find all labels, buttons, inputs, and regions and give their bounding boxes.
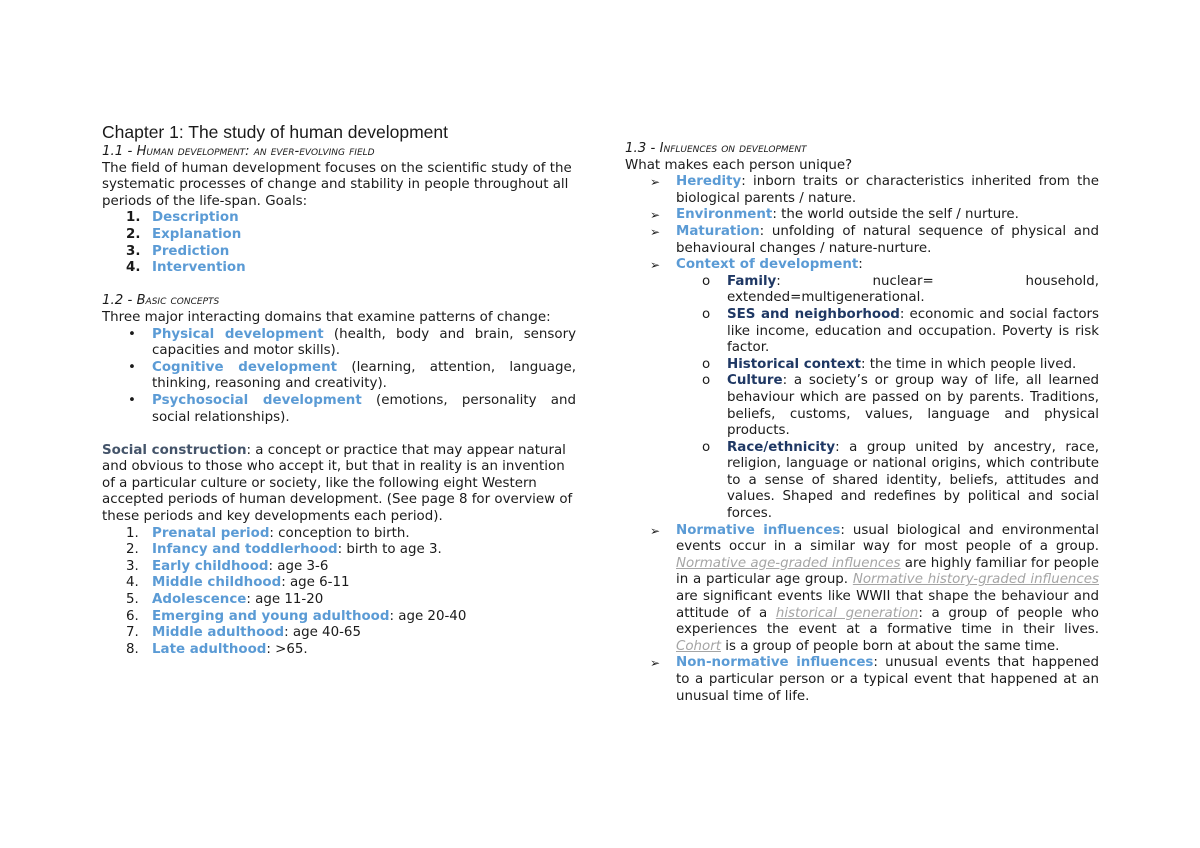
list-item: 1. Prenatal period: conception to birth. [126,525,410,541]
list-item: 4. Middle childhood: age 6-11 [126,575,350,591]
section-heading-1-3: 1.3 - Influences on development [625,141,807,156]
section-heading-1-1: 1.1 - Human development: an ever-evolving field [102,144,375,159]
list-item: 2. Explanation [126,226,242,242]
list-item: 1. Description [126,210,239,226]
arrow-bullet-icon: ➢ [650,656,661,671]
arrow-bullet-icon: ➢ [650,224,661,239]
list-item: • Psychosocial development (emotions, personality and social relationships). [128,392,576,425]
list-item: o Race/ethnicity: a group united by ancestry, race, religion, language or national origins, which contribute to a sense of shared identity, beliefs, attitudes and values. Shaped and redefines by political and social forces. [702,439,1099,522]
list-item: ➢ Heredity: inborn traits or characteristics inherited from the biological parents / nature. [650,174,1099,206]
list-item: 4. Intervention [126,260,246,276]
list-item: ➢ Non-normative influences: unusual events that happened to a particular person or a typical event that happened at an unusual time of life. [650,655,1099,704]
list-item: ➢ Context of development: o Family: nuclear= household, extended=multigenerational. o SES and neighborhood: economic and social factors like income, education and occupation. Poverty is risk factor. o Historical context: the time in which people lived. o Culture: a society’s or group way of life, all learned behaviour which are passed on by parents. Traditions, beliefs, customs, values, language and physical products. o Race/ethnicity: a group united by ancestry, race, religion, language or national origins, which contribute to a sense of shared identity, beliefs, attitudes and values. Shaped and redefines by political and social forces. [650,257,1099,522]
left-column [102,121,576,658]
domains-list [102,327,576,427]
list-item: • Cognitive development (learning, attention, language, thinking, reasoning and creativity). [128,359,576,392]
list-item: 3. Prediction [126,243,230,259]
list-item: 2. Infancy and toddlerhood: birth to age 3. [126,542,442,558]
chapter-title: Chapter 1: The study of human development [102,122,449,142]
list-item: 7. Middle adulthood: age 40-65 [126,625,361,641]
context-sublist [676,274,1099,523]
list-item: o Family: nuclear= household, extended=multigenerational. [702,273,1099,306]
arrow-bullet-icon: ➢ [650,523,661,538]
arrow-bullet-icon: ➢ [650,175,661,190]
periods-list [102,526,576,659]
list-item: 3. Early childhood: age 3-6 [126,558,329,574]
list-item: 8. Late adulthood: >65. [126,641,308,657]
influences-list [625,174,1099,705]
section-1-2-text: Three major interacting domains that examine patterns of change: [102,309,551,325]
list-item: ➢ Maturation: unfolding of natural sequence of physical and behavioural changes / nature-nurture. [650,223,1099,256]
list-item: ➢ Normative influences: usual biological and environmental events occur in a similar way for most people of a group. Normative age-graded influences are highly familiar for people in a particular age group. Normative history-graded influences are significant events like WWII that shape the behaviour and attitude of a historical generation: a group of people who experiences the event at a formative time in their lives. Cohort is a group of people born at about the same time. [650,522,1099,654]
list-item: 6. Emerging and young adulthood: age 20-40 [126,608,467,624]
goals-list [102,210,576,276]
list-item: o Culture: a society’s or group way of life, all learned behaviour which are passed on by parents. Traditions, beliefs, customs, values, language and physical products. [702,373,1099,439]
list-item: o Historical context: the time in which people lived. [702,356,1077,372]
arrow-bullet-icon: ➢ [650,208,661,223]
section-heading-1-2: 1.2 - Basic concepts [102,293,220,309]
list-item: o SES and neighborhood: economic and social factors like income, education and occupation. Poverty is risk factor. [702,306,1099,356]
right-column [625,141,1099,705]
list-item: • Physical development (health, body and brain, sensory capacities and motor skills). [128,326,577,359]
list-item: ➢ Environment: the world outside the self / nurture. [650,207,1019,223]
section-1-1-text: The field of human development focuses on the scientific study of the systematic processes of change and stability in people throughout all periods of the life-span. Goals: [102,160,572,209]
arrow-bullet-icon: ➢ [650,258,661,273]
section-1-3-question: What makes each person unique? [625,157,853,173]
social-construction-paragraph: Social construction: a concept or practice that may appear natural and obvious to those who accept it, but that in reality is an invention of a particular culture or society, like the following eight Western accepted periods of human development. (See page 8 for overview of these periods and key developments each period). [102,442,573,525]
list-item: 5. Adolescence: age 11-20 [126,592,324,608]
